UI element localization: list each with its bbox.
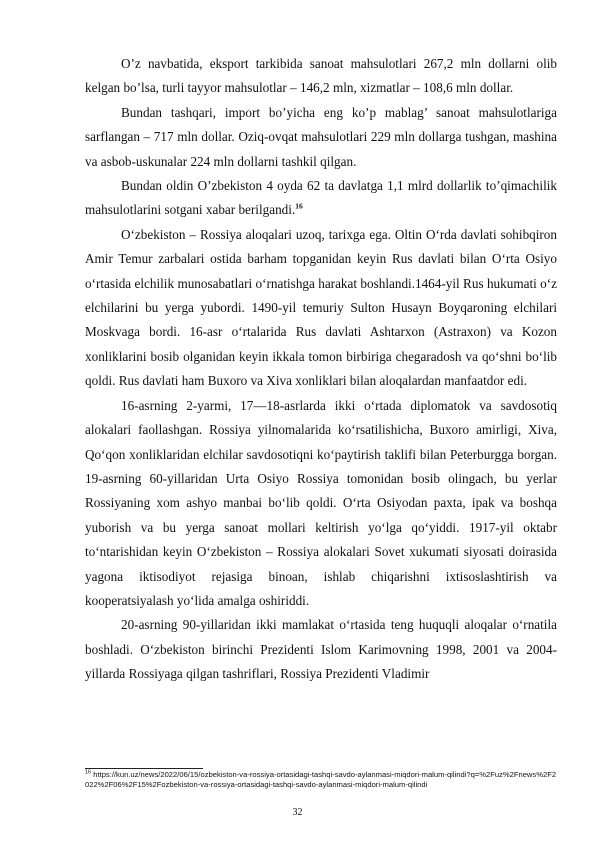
paragraph-1: O’z navbatida, eksport tarkibida sanoat mahsulotlari 267,2 mln dollarni olib kelgan bo’lsa, turli tayyor mahsulotlar – 146,2 mln, xizmatlar – 108,6 mln dollar.: [85, 56, 557, 96]
footnote-separator: [85, 768, 203, 769]
paragraph-3-text: Bundan oldin O’zbekiston 4 oyda 62 ta davlatga 1,1 mlrd dollarlik to’qimachilik mahsulotlarini sotgani xabar berilgandi.: [85, 178, 557, 218]
footnote-number: 16: [85, 769, 92, 776]
paragraph-5: 16-asrning 2-yarmi, 17—18-asrlarda ikki o‘rtada diplomatok va savdosotiq alokalari faollashgan. Rossiya yilnomalarida ko‘rsatilishicha, Buxoro amirligi, Xiva, Qo‘qon xonliklaridan elchilar savdosotiqni ko‘paytirish taklifi bilan Peterburgga borgan. 19-asrning 60-yillaridan Urta Osiyo Rossiya tomonidan bosib olingach, bu yerlar Rossiyaning xom ashyo manbai bo‘lib qoldi. O‘rta Osiyodan paxta, ipak va boshqa yuborish va bu yerga sanoat mollari keltirish yo‘lga qo‘yiddi. 1917-yil oktabr to‘ntarishidan keyin O‘zbekiston – Rossiya alokalari Sovet xukumati siyosati doirasida yagona iktisodiyot rejasiga binoan, ishlab chiqarishni ixtisoslashtirish va kooperatsiyalash yo‘lida amalga oshiriddi.: [85, 397, 557, 608]
paragraph-6: 20-asrning 90-yillaridan ikki mamlakat o‘rtasida teng huquqli aloqalar o‘rnatila boshladi. O‘zbekiston birinchi Prezidenti Islom Karimovning 1998, 2001 va 2004-yillarda Rossiyaga qilgan tashriflari, Rossiya Prezidenti Vladimir: [85, 617, 557, 682]
document-body: [85, 52, 557, 687]
page-number: 32: [292, 807, 303, 818]
paragraph-2: Bundan tashqari, import bo’yicha eng ko’p mablag’ sanoat mahsulotlariga sarflangan – 717 mln dollar. Oziq-ovqat mahsulotlari 229 mln dollarga tushgan, mashina va asbob-uskunalar 224 mln dollarni tashkil qilgan.: [85, 104, 557, 169]
footnote-link[interactable]: https://kun.uz/news/2022/06/15/ozbekiston-va-rossiya-ortasidagi-tashqi-savdo-aylanmasi-miqdori-malum-qilindi?q=%2Fuz%2Fnews%2F2022%2F06%2F15%2Fozbekiston-va-rossiya-ortasidagi-tashqi-savdo-aylanmasi-miqdori-malum-qilindi: [85, 770, 557, 790]
paragraph-3: [85, 174, 557, 223]
footnote-reference[interactable]: 16: [295, 202, 303, 212]
footnote: [85, 770, 557, 790]
paragraph-4: O‘zbekiston – Rossiya aloqalari uzoq, tarixga ega. Oltin O‘rda davlati sohibqiron Amir Temur zarbalari ostida barham topganidan keyin Rus davlati bilan O‘rta Osiyo o‘rtasida elchilik munosabatlari o‘rnatishga harakat boshlandi.1464-yil Rus hukumati o‘z elchilarini bu yerga yubordi. 1490-yil temuriy Sulton Husayn Boyqaroning elchilari Moskvaga bordi. 16-asr o‘rtalarida Rus davlati Ashtarxon (Astraxon) va Kozon xonliklarini bosib olganidan keyin ikkala tomon birbiriga chegaradosh va qo‘shni bo‘lib qoldi. Rus davlati ham Buxoro va Xiva xonliklari bilan aloqalardan manfaatdor edi.: [85, 226, 557, 389]
